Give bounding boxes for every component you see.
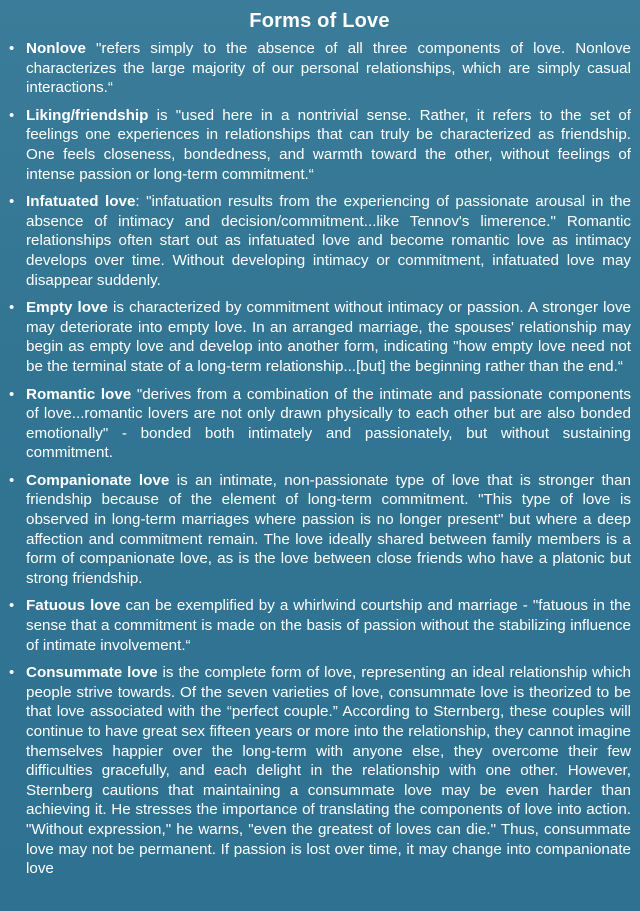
page-title: Forms of Love xyxy=(249,10,390,32)
term-description: is characterized by commitment without intimacy or passion. A stronger love may deteriorate into empty love. In an arranged marriage, the spouses' relationship may begin as empty love and develop into another form, indicating "how empty love need not be the terminal state of a long-term relationship...[but] the beginning rather than the end.“ xyxy=(26,299,631,375)
list-item-empty-love xyxy=(8,298,631,376)
bullet-icon: • xyxy=(9,299,15,317)
term-label: Infatuated love xyxy=(26,193,136,211)
term-description: : "infatuation results from the experiencing of passionate arousal in the absence of intimacy and decision/commitment...like Tennov's limerence." Romantic relationships often start out as infatuated love and become romantic love as intimacy develops over time. Without developing intimacy or commitment, infatuated love may disappear suddenly. xyxy=(26,193,631,289)
term-description: is the complete form of love, representing an ideal relationship which people strive towards. Of the seven varieties of love, consummate love is theorized to be that love associated with the “perfect couple.” According to Sternberg, these couples will continue to have great sex fifteen years or more into the relationship, they cannot imagine themselves happier over the long-term with anyone else, they overcome their few difficulties gracefully, and each delight in the relationship with one other. However, Sternberg cautions that maintaining a consummate love may be even harder than achieving it. He stresses the importance of translating the components of love into action. "Without expression," he warns, "even the greatest of loves can die." Thus, consummate love may not be permanent. If passion is lost over time, it may change into companionate love xyxy=(26,664,631,878)
list-item-consummate-love xyxy=(8,663,631,879)
bullet-icon: • xyxy=(9,193,15,211)
list-item-companionate-love xyxy=(8,471,631,589)
term-label: Romantic love xyxy=(26,385,132,403)
term-label: Companionate love xyxy=(26,471,170,489)
term-label: Consummate love xyxy=(26,664,158,682)
term-label: Liking/friendship xyxy=(26,106,149,124)
list-item-fatuous-love xyxy=(8,596,631,655)
bullet-icon: • xyxy=(9,471,15,489)
term-label: Empty love xyxy=(26,299,108,317)
list-item-romantic-love xyxy=(8,385,631,463)
term-description: is "used here in a nontrivial sense. Rather, it refers to the set of feelings one experiences in relationships that can truly be characterized as friendship. One feels closeness, bondedness, and warmth toward the other, without feelings of intense passion or long-term commitment.“ xyxy=(26,106,631,183)
term-description: "refers simply to the absence of all three components of love. Nonlove characterizes the large majority of our personal relationships, which are simply casual interactions.“ xyxy=(26,40,631,97)
love-forms-list xyxy=(8,39,631,879)
list-item-liking-friendship xyxy=(8,106,631,184)
term-description: can be exemplified by a whirlwind courtship and marriage - "fatuous in the sense that a commitment is made on the basis of passion without the stabilizing influence of intimate involvement.“ xyxy=(26,597,632,654)
term-description: "derives from a combination of the intimate and passionate components of love...romantic lovers are not only drawn physically to each other but are also bonded emotionally" - bonded both intimately and passionately, but without sustaining commitment. xyxy=(26,385,631,462)
term-description: is an intimate, non-passionate type of love that is stronger than friendship because of the element of long-term commitment. "This type of love is observed in long-term marriages where passion is no longer present" but where a deep affection and commitment remain. The love ideally shared between family members is a form of companionate love, as is the love between close friends who have a platonic but strong friendship. xyxy=(26,471,632,587)
bullet-icon: • xyxy=(9,597,15,615)
bullet-icon: • xyxy=(9,106,15,124)
bullet-icon: • xyxy=(9,385,15,403)
bullet-icon: • xyxy=(9,40,15,57)
list-item-nonlove xyxy=(8,39,631,98)
term-label: Fatuous love xyxy=(26,597,121,615)
term-label: Nonlove xyxy=(26,40,86,57)
bullet-icon: • xyxy=(9,664,15,682)
list-item-infatuated-love xyxy=(8,192,631,290)
